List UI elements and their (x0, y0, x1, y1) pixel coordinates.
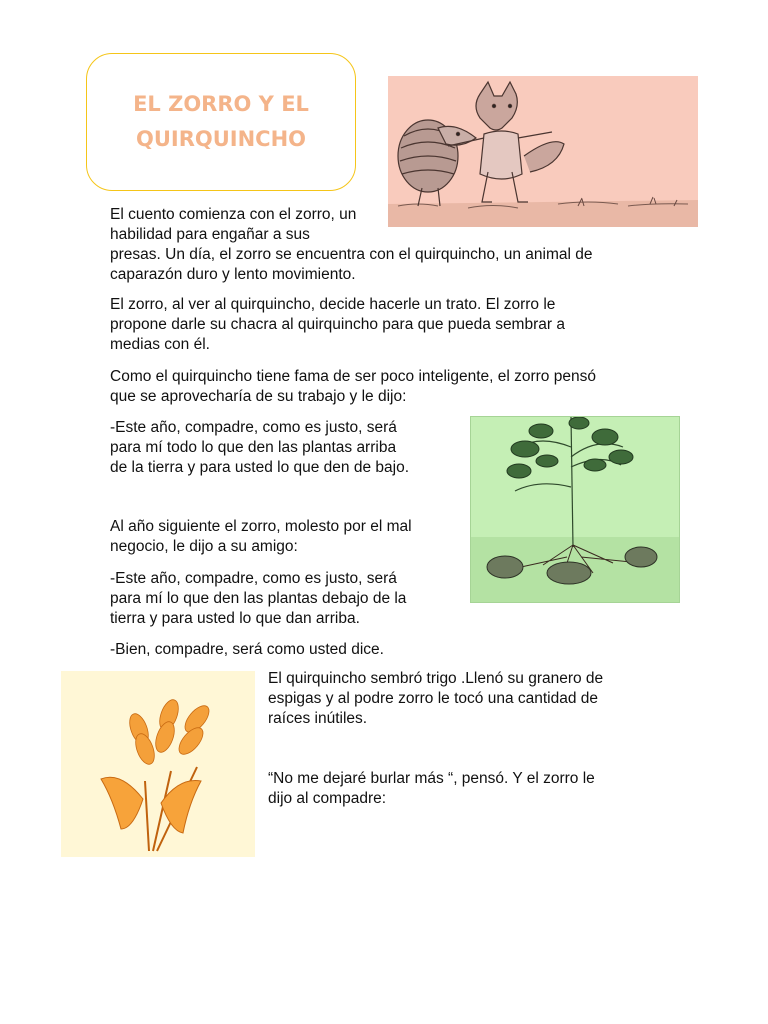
paragraph-intro-2: habilidad para engañar a sus (110, 226, 310, 243)
paragraph-wheat: El quirquincho sembró trigo .Llenó su granero de espigas y al podre zorro le tocó una cantidad de raíces inútiles. (268, 670, 604, 727)
document-title: EL ZORRO Y EL QUIRQUINCHO (133, 92, 309, 151)
paragraph-reputation: Como el quirquincho tiene fama de ser poco inteligente, el zorro pensó que se aprovecharía de su trabajo y le dijo: (110, 368, 596, 405)
paragraph-agreement: -Bien, compadre, será como usted dice. (110, 641, 384, 658)
paragraph-second-deal: -Este año, compadre, como es justo, será para mí lo que den las plantas debajo de la tierra y para usted lo que dan arriba. (110, 570, 407, 627)
paragraph-deal: El zorro, al ver al quirquincho, decide hacerle un trato. El zorro le propone darle su chacra al quirquincho para que pueda sembrar a medias con él. (110, 296, 565, 353)
fox-armadillo-illustration (388, 76, 698, 227)
paragraph-next-year: Al año siguiente el zorro, molesto por el mal negocio, le dijo a su amigo: (110, 518, 412, 555)
paragraph-first-deal: -Este año, compadre, como es justo, será para mí todo lo que den las plantas arriba de la tierra y para usted lo que den de bajo. (110, 419, 410, 476)
paragraph-intro-1: El cuento comienza con el zorro, un (110, 206, 357, 223)
title-box (86, 53, 356, 191)
plant-illustration (470, 416, 680, 603)
paragraph-thought: “No me dejaré burlar más “, pensó. Y el zorro le dijo al compadre: (268, 770, 595, 807)
paragraph-intro-3: presas. Un día, el zorro se encuentra con el quirquincho, un animal de caparazón duro y lento movimiento. (110, 246, 593, 283)
wheat-illustration (61, 671, 255, 857)
